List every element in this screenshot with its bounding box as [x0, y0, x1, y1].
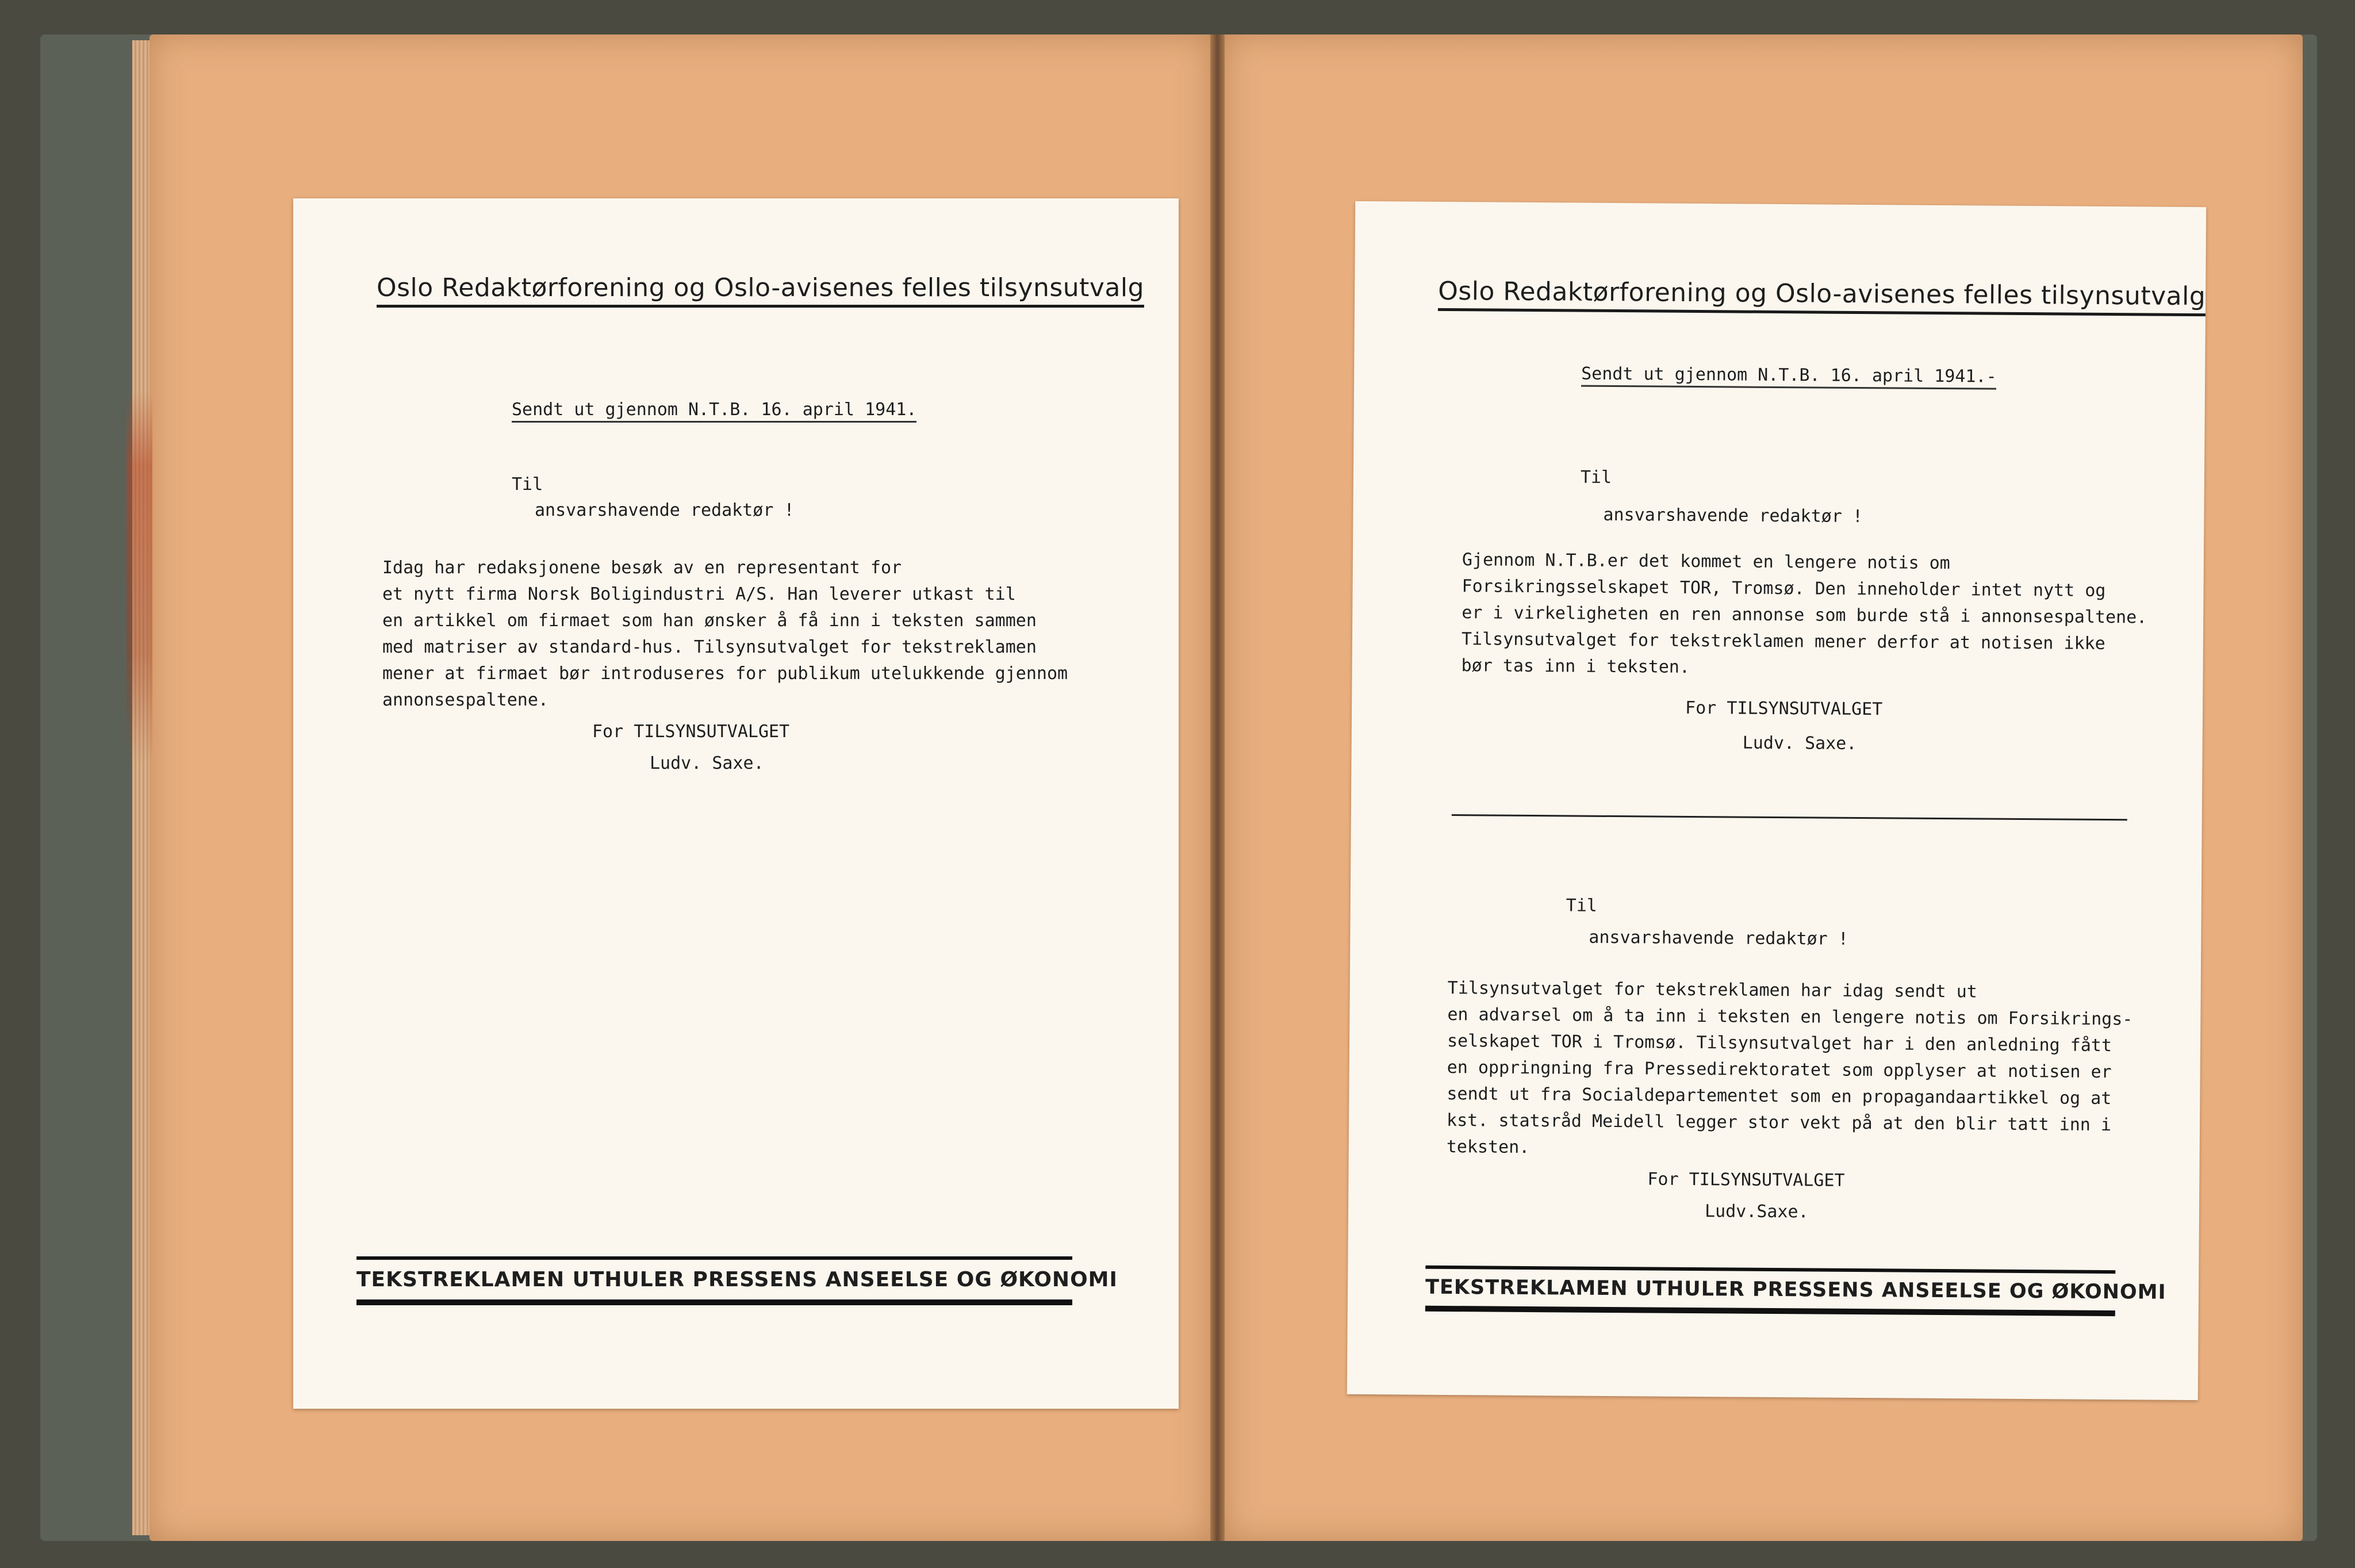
letter-body: Idag har redaksjonene besøk av en representant for et nytt firma Norsk Boligindustri A/S. Han leverer utkast til en artikkel om firmaet som han ønsker å få inn i teksten sammen med matriser av standard-hus. Tilsynsutvalget for tekstreklamen mener at firmaet bør introduseres for publikum utelukkende gjennom annonsespaltene. — [382, 558, 1068, 710]
salutation-til-2: Til — [1566, 895, 1598, 916]
left-letter-sheet — [293, 198, 1179, 1409]
book-gutter — [1210, 34, 1225, 1541]
footer-slogan: TEKSTREKLAMEN UTHULER PRESSENS ANSEELSE OG ØKONOMI — [356, 1268, 1118, 1291]
footer-slogan: TEKSTREKLAMEN UTHULER PRESSENS ANSEELSE OG ØKONOMI — [1425, 1275, 2166, 1304]
signature-2: Ludv.Saxe. — [1704, 1201, 1809, 1222]
signature: Ludv. Saxe. — [650, 753, 764, 773]
signoff: For TILSYNSUTVALGET — [1685, 697, 1883, 720]
rust-stain — [126, 391, 152, 765]
signature: Ludv. Saxe. — [1742, 733, 1857, 754]
salutation-recipient: ansvarshavende redaktør ! — [1603, 504, 1863, 527]
salutation-til: Til — [512, 474, 543, 494]
signoff-2: For TILSYNSUTVALGET — [1647, 1169, 1845, 1191]
footer-rule-top — [1425, 1266, 2115, 1274]
section-divider — [1452, 814, 2127, 821]
right-letter-sheet — [1347, 201, 2206, 1400]
letter-body-2: Tilsynsutvalget for tekstreklamen har idag sendt ut en advarsel om å ta inn i teksten en lengere notis om Forsikrings- selskapet TOR i Tromsø. Tilsynsutvalget har i den anledning fått en oppringning fra Pressedirektoratet som opplyser at notisen er sendt ut fra Socialdepartementet som en propagandaartikkel og at kst. statsråd Meidell legger stor vekt på at den blir tatt inn i teksten. — [1446, 978, 2133, 1158]
footer-rule-bottom — [1425, 1306, 2115, 1316]
signoff: For TILSYNSUTVALGET — [592, 722, 790, 742]
footer-rule-bottom — [356, 1299, 1072, 1305]
salutation-recipient-2: ansvarshavende redaktør ! — [1589, 927, 1848, 949]
letterhead: Oslo Redaktørforening og Oslo-avisenes felles tilsynsutvalg — [377, 273, 1144, 308]
sent-line: Sendt ut gjennom N.T.B. 16. april 1941. — [512, 400, 916, 423]
salutation-recipient: ansvarshavende redaktør ! — [535, 500, 795, 520]
salutation-til: Til — [1580, 467, 1612, 488]
sent-line: Sendt ut gjennom N.T.B. 16. april 1941.- — [1581, 364, 1997, 390]
letterhead: Oslo Redaktørforening og Oslo-avisenes felles tilsynsutvalg — [1438, 277, 2206, 316]
letter-body: Gjennom N.T.B.er det kommet en lengere notis om Forsikringsselskapet TOR, Tromsø. Den inneholder intet nytt og er i virkeligheten en ren annonse som burde stå i annonsespaltene. Tilsynsutvalget for tekstreklamen mener derfor at notisen ikke bør tas inn i teksten. — [1461, 550, 2147, 677]
footer-rule-top — [356, 1256, 1072, 1260]
